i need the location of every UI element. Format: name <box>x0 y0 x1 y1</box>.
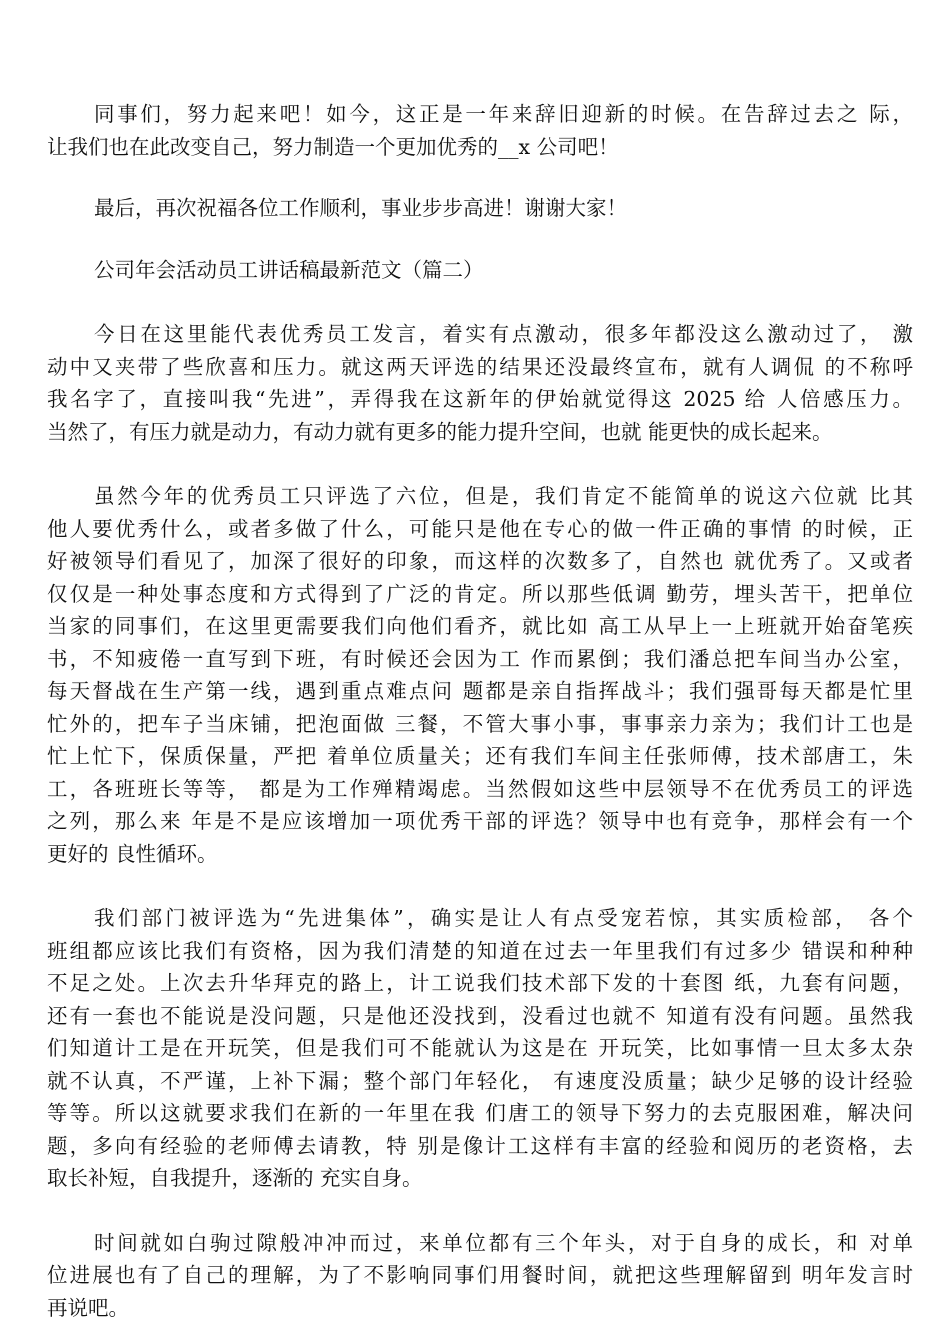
text-line: 让我们也在此改变自己，努力制造一个更加优秀的__x 公司吧！ <box>47 134 619 159</box>
text-line: 就不认真，不严谨，上补下漏；整个部门年轻化， 有速度没质量；缺少足够的设计经验 <box>47 1068 913 1093</box>
paragraph-gap <box>47 225 913 254</box>
text-line: 还有一套也不能说是没问题，只是他还没找到，没看过也就不 知道有没有问题。虽然我 <box>47 1003 913 1028</box>
text-line: 最后，再次祝福各位工作顺利，事业步步高进！谢谢大家！ <box>94 196 627 220</box>
text-line: 位进展也有了自己的理解，为了不影响同事们用餐时间，就把这些理解留到 明年发言时 <box>47 1263 913 1287</box>
text-line: 取长补短，自我提升，逐渐的 充实自身。 <box>47 1166 423 1190</box>
text-line: 他人要优秀什么，或者多做了什么，可能只是他在专心的做一件正确的事情 的时候，正 <box>47 516 913 541</box>
text-line: 动中又夹带了些欣喜和压力。就这两天评选的结果还没最终宣布，就有人调侃 的不称呼 <box>47 354 913 379</box>
text-line: 之列，那么来 年是不是应该增加一项优秀干部的评选？领导中也有竞争，那样会有一个 <box>47 809 913 833</box>
text-line: 每天督战在生产第一线，遇到重点难点问 题都是亲自指挥战斗；我们强哥每天都是忙里 <box>47 679 913 703</box>
text-line: 忙上忙下，保质保量，严把 着单位质量关；还有我们车间主任张师傅，技术部唐工，朱 <box>47 744 913 768</box>
text-line: 我们部门被评选为“先进集体”，确实是让人有点受宠若惊，其实质检部， 各个 <box>94 906 913 930</box>
text-line: 不足之处。上次去升华拜克的路上，计工说我们技术部下发的十套图 纸，九套有问题， <box>47 971 913 995</box>
paragraph-gap <box>47 286 913 318</box>
text-line: 当家的同事们，在这里更需要我们向他们看齐，就比如 高工从早上一上班就开始奋笔疾 <box>47 614 913 638</box>
paragraph-gap <box>47 1195 913 1227</box>
text-line: 书，不知疲倦一直写到下班，有时候还会因为工 作而累倒；我们潘总把车间当办公室， <box>47 646 913 671</box>
paragraph <box>47 254 913 287</box>
text-line: 好被领导们看见了，加深了很好的印象，而这样的次数多了，自然也 就优秀了。又或者 <box>47 549 913 573</box>
text-line: 当然了，有压力就是动力，有动力就有更多的能力提升空间，也就 能更快的成长起来。 <box>47 419 833 444</box>
text-line: 班组都应该比我们有资格，因为我们清楚的知道在过去一年里我们有过多少 错误和种种 <box>47 938 913 963</box>
text-line: 工，各班班长等等， 都是为工作殚精竭虑。当然假如这些中层领导不在优秀员工的评选 <box>47 776 913 801</box>
text-line: 我名字了，直接叫我“先进”，弄得我在这新年的伊始就觉得这 2025 给 人倍感压力。 <box>47 387 913 411</box>
document-page <box>47 98 913 1324</box>
text-line: 再说吧。 <box>47 1295 129 1320</box>
text-line: 更好的 良性循环。 <box>47 841 218 866</box>
text-line: 今日在这里能代表优秀员工发言，着实有点激动，很多年都没这么激动过了， 激 <box>94 322 913 346</box>
text-line: 等等。所以这就要求我们在新的一年里在我 们唐工的领导下努力的去克服困难，解决问 <box>47 1101 913 1125</box>
paragraph <box>47 1227 913 1325</box>
text-line: 忙外的，把车子当床铺，把泡面做 三餐，不管大事小事，事事亲力亲为；我们计工也是 <box>47 711 913 736</box>
text-line: 们知道计工是在开玩笑，但是我们可不能就认为这是在 开玩笑，比如事情一旦太多太杂 <box>47 1036 913 1060</box>
text-line: 虽然今年的优秀员工只评选了六位，但是，我们肯定不能简单的说这六位就 比其 <box>94 484 913 508</box>
text-line: 时间就如白驹过隙般冲冲而过，来单位都有三个年头，对于自身的成长，和 对单 <box>94 1230 913 1255</box>
text-line: 题，多向有经验的老师傅去请教，特 别是像计工这样有丰富的经验和阅历的老资格，去 <box>47 1133 913 1158</box>
paragraph-gap <box>47 163 913 192</box>
paragraph-gap <box>47 448 913 480</box>
text-line: 仅仅是一种处事态度和方式得到了广泛的肯定。所以那些低调 勤劳，埋头苦干，把单位 <box>47 581 913 606</box>
text-line: 公司年会活动员工讲话稿最新范文（篇二） <box>94 257 484 282</box>
paragraph <box>47 192 913 225</box>
paragraph <box>47 902 913 1195</box>
paragraph <box>47 480 913 870</box>
paragraph-gap <box>47 870 913 902</box>
text-line: 同事们，努力起来吧！如今，这正是一年来辞旧迎新的时候。在告辞过去之 际， <box>94 102 913 126</box>
paragraph <box>47 318 913 448</box>
paragraph <box>47 98 913 163</box>
